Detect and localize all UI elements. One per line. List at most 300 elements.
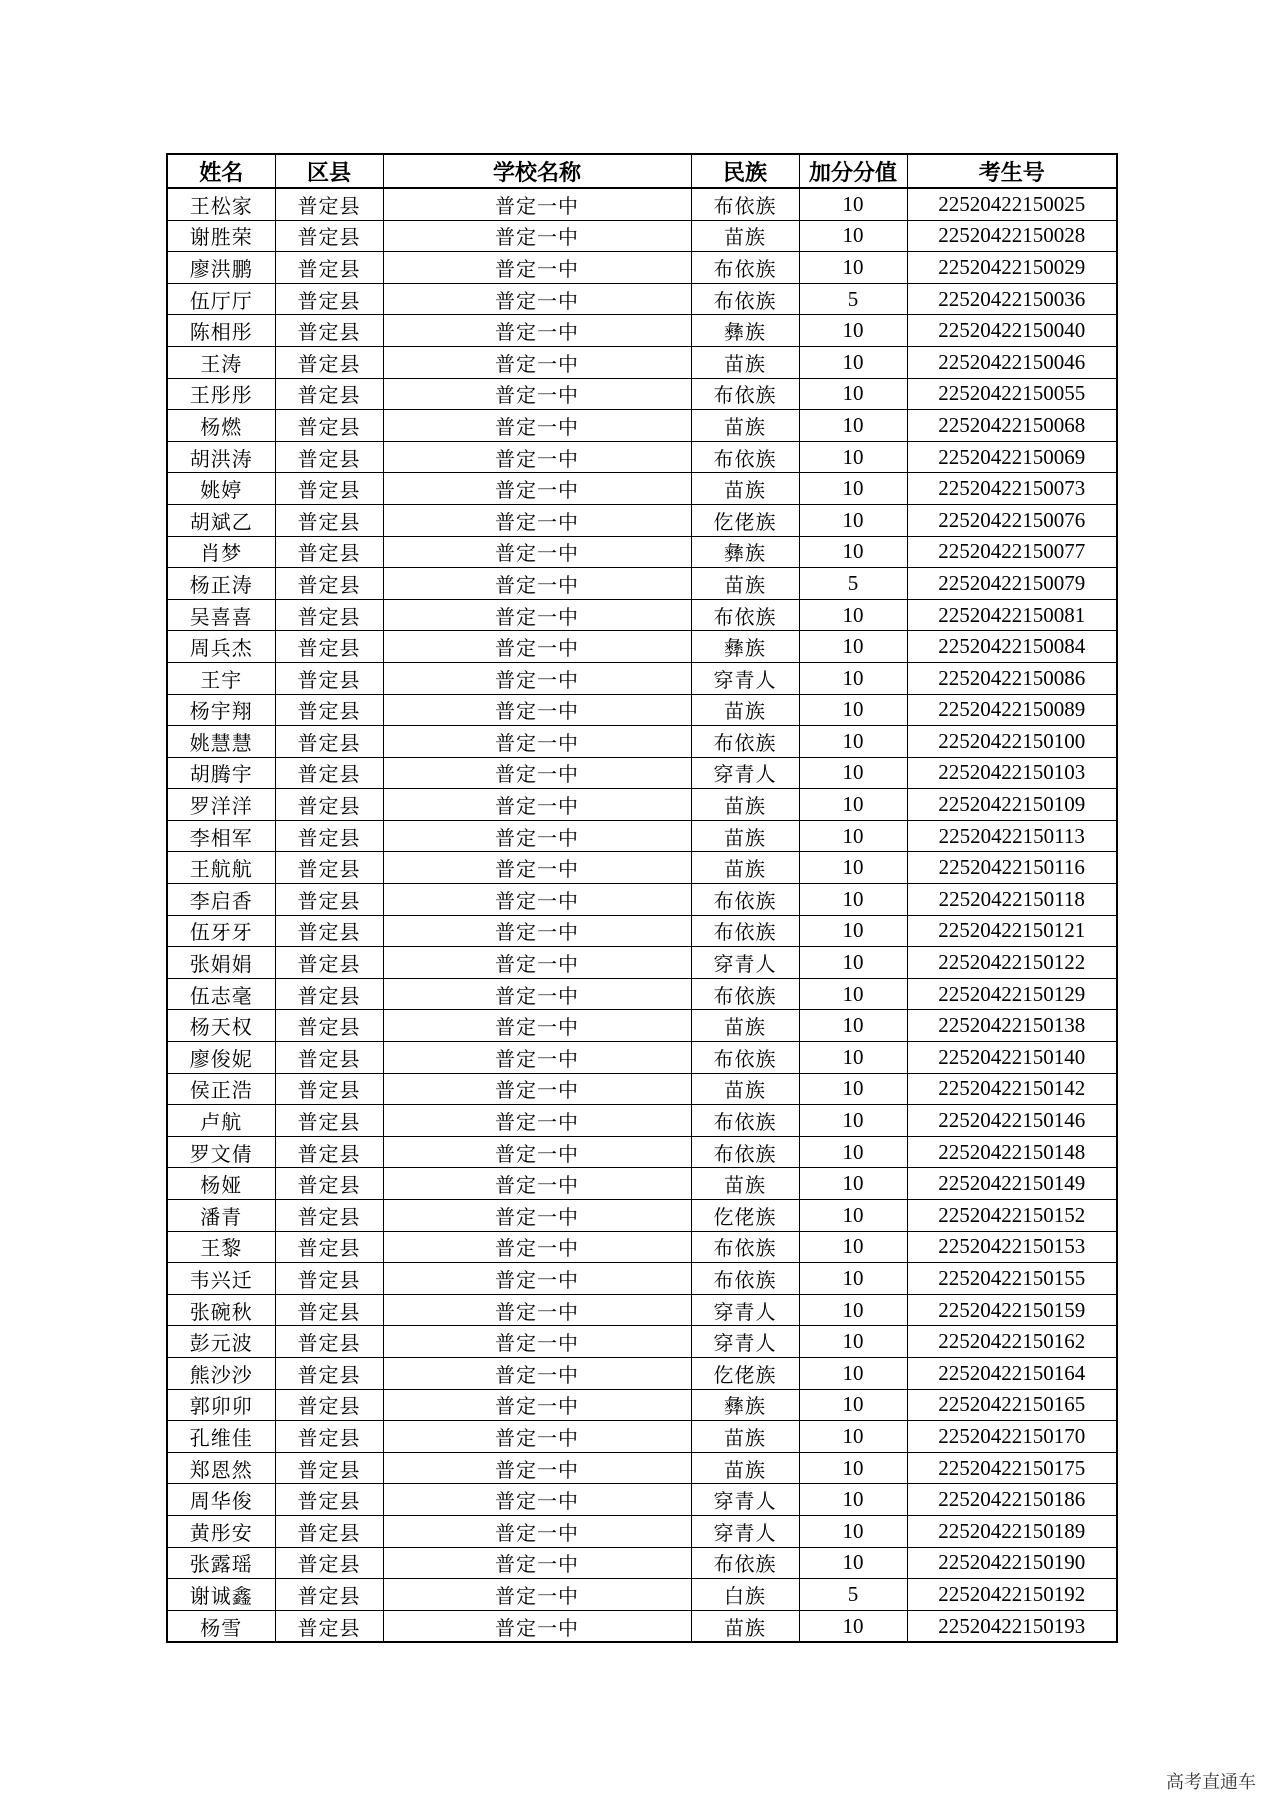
cell-county: 普定县 [275, 662, 383, 694]
table-row [167, 1168, 1117, 1200]
cell-county: 普定县 [275, 1042, 383, 1074]
cell-county: 普定县 [275, 852, 383, 884]
cell-bonus-points: 10 [799, 504, 907, 536]
cell-county: 普定县 [275, 757, 383, 789]
cell-exam-number: 22520422150081 [907, 599, 1117, 631]
cell-name: 杨娅 [167, 1168, 275, 1200]
cell-name: 黄彤安 [167, 1515, 275, 1547]
cell-ethnicity: 彝族 [691, 315, 799, 347]
cell-name: 王彤彤 [167, 378, 275, 410]
cell-county: 普定县 [275, 1547, 383, 1579]
cell-county: 普定县 [275, 1105, 383, 1137]
cell-exam-number: 22520422150069 [907, 441, 1117, 473]
cell-county: 普定县 [275, 884, 383, 916]
cell-exam-number: 22520422150079 [907, 568, 1117, 600]
cell-bonus-points: 10 [799, 1421, 907, 1453]
cell-county: 普定县 [275, 315, 383, 347]
cell-school: 普定一中 [383, 473, 691, 505]
table-row [167, 757, 1117, 789]
cell-exam-number: 22520422150165 [907, 1389, 1117, 1421]
cell-county: 普定县 [275, 1484, 383, 1516]
cell-name: 姚慧慧 [167, 726, 275, 758]
cell-school: 普定一中 [383, 188, 691, 220]
cell-ethnicity: 彝族 [691, 631, 799, 663]
cell-bonus-points: 10 [799, 884, 907, 916]
header-name: 姓名 [167, 154, 275, 188]
table-row [167, 789, 1117, 821]
cell-bonus-points: 10 [799, 378, 907, 410]
cell-county: 普定县 [275, 220, 383, 252]
cell-bonus-points: 5 [799, 283, 907, 315]
cell-exam-number: 22520422150155 [907, 1263, 1117, 1295]
cell-exam-number: 22520422150138 [907, 1010, 1117, 1042]
cell-bonus-points: 10 [799, 662, 907, 694]
cell-bonus-points: 10 [799, 726, 907, 758]
cell-bonus-points: 10 [799, 789, 907, 821]
table-row [167, 1579, 1117, 1611]
cell-name: 姚婷 [167, 473, 275, 505]
cell-ethnicity: 穿青人 [691, 662, 799, 694]
cell-exam-number: 22520422150159 [907, 1294, 1117, 1326]
cell-exam-number: 22520422150113 [907, 820, 1117, 852]
cell-ethnicity: 仡佬族 [691, 1200, 799, 1232]
cell-bonus-points: 10 [799, 220, 907, 252]
cell-exam-number: 22520422150152 [907, 1200, 1117, 1232]
cell-name: 罗洋洋 [167, 789, 275, 821]
cell-school: 普定一中 [383, 915, 691, 947]
cell-bonus-points: 5 [799, 568, 907, 600]
cell-ethnicity: 布依族 [691, 252, 799, 284]
cell-exam-number: 22520422150084 [907, 631, 1117, 663]
cell-name: 侯正浩 [167, 1073, 275, 1105]
table-row [167, 441, 1117, 473]
cell-ethnicity: 苗族 [691, 1073, 799, 1105]
cell-name: 廖洪鹏 [167, 252, 275, 284]
cell-bonus-points: 10 [799, 1515, 907, 1547]
cell-name: 王航航 [167, 852, 275, 884]
table-row [167, 536, 1117, 568]
table-row [167, 410, 1117, 442]
cell-school: 普定一中 [383, 599, 691, 631]
cell-name: 王涛 [167, 346, 275, 378]
header-ethnicity: 民族 [691, 154, 799, 188]
cell-county: 普定县 [275, 789, 383, 821]
cell-school: 普定一中 [383, 1357, 691, 1389]
cell-name: 肖梦 [167, 536, 275, 568]
cell-ethnicity: 苗族 [691, 410, 799, 442]
table-body [167, 188, 1117, 1642]
cell-ethnicity: 布依族 [691, 726, 799, 758]
cell-bonus-points: 10 [799, 978, 907, 1010]
cell-exam-number: 22520422150103 [907, 757, 1117, 789]
cell-exam-number: 22520422150129 [907, 978, 1117, 1010]
table-row [167, 568, 1117, 600]
cell-bonus-points: 10 [799, 1010, 907, 1042]
cell-school: 普定一中 [383, 947, 691, 979]
table-row [167, 884, 1117, 916]
cell-ethnicity: 布依族 [691, 1231, 799, 1263]
cell-ethnicity: 苗族 [691, 1010, 799, 1042]
cell-school: 普定一中 [383, 1389, 691, 1421]
cell-exam-number: 22520422150193 [907, 1610, 1117, 1642]
cell-name: 孔维佳 [167, 1421, 275, 1453]
cell-school: 普定一中 [383, 315, 691, 347]
cell-school: 普定一中 [383, 1042, 691, 1074]
cell-bonus-points: 10 [799, 757, 907, 789]
cell-county: 普定县 [275, 441, 383, 473]
cell-ethnicity: 布依族 [691, 884, 799, 916]
cell-county: 普定县 [275, 947, 383, 979]
cell-name: 杨雪 [167, 1610, 275, 1642]
cell-school: 普定一中 [383, 820, 691, 852]
cell-school: 普定一中 [383, 789, 691, 821]
cell-exam-number: 22520422150118 [907, 884, 1117, 916]
cell-name: 吴喜喜 [167, 599, 275, 631]
cell-exam-number: 22520422150149 [907, 1168, 1117, 1200]
table-row [167, 599, 1117, 631]
cell-exam-number: 22520422150146 [907, 1105, 1117, 1137]
cell-school: 普定一中 [383, 1136, 691, 1168]
cell-bonus-points: 10 [799, 1484, 907, 1516]
cell-county: 普定县 [275, 599, 383, 631]
table-row [167, 1515, 1117, 1547]
cell-exam-number: 22520422150068 [907, 410, 1117, 442]
cell-name: 韦兴迁 [167, 1263, 275, 1295]
cell-exam-number: 22520422150077 [907, 536, 1117, 568]
cell-county: 普定县 [275, 536, 383, 568]
cell-bonus-points: 10 [799, 631, 907, 663]
cell-school: 普定一中 [383, 536, 691, 568]
cell-exam-number: 22520422150189 [907, 1515, 1117, 1547]
cell-bonus-points: 10 [799, 1357, 907, 1389]
cell-name: 张娟娟 [167, 947, 275, 979]
table-row [167, 1357, 1117, 1389]
cell-bonus-points: 10 [799, 473, 907, 505]
cell-ethnicity: 苗族 [691, 1610, 799, 1642]
cell-school: 普定一中 [383, 1294, 691, 1326]
cell-ethnicity: 白族 [691, 1579, 799, 1611]
cell-exam-number: 22520422150148 [907, 1136, 1117, 1168]
cell-name: 廖俊妮 [167, 1042, 275, 1074]
cell-bonus-points: 10 [799, 441, 907, 473]
table-row [167, 1263, 1117, 1295]
cell-bonus-points: 10 [799, 252, 907, 284]
cell-name: 胡洪涛 [167, 441, 275, 473]
cell-county: 普定县 [275, 252, 383, 284]
cell-county: 普定县 [275, 188, 383, 220]
cell-bonus-points: 10 [799, 1263, 907, 1295]
cell-ethnicity: 仡佬族 [691, 504, 799, 536]
table-row [167, 1452, 1117, 1484]
cell-ethnicity: 彝族 [691, 536, 799, 568]
cell-bonus-points: 10 [799, 1610, 907, 1642]
cell-exam-number: 22520422150121 [907, 915, 1117, 947]
cell-name: 伍牙牙 [167, 915, 275, 947]
header-exam-number: 考生号 [907, 154, 1117, 188]
cell-school: 普定一中 [383, 1579, 691, 1611]
cell-county: 普定县 [275, 1326, 383, 1358]
cell-county: 普定县 [275, 915, 383, 947]
cell-ethnicity: 苗族 [691, 473, 799, 505]
table-row [167, 852, 1117, 884]
cell-bonus-points: 10 [799, 1168, 907, 1200]
cell-school: 普定一中 [383, 1168, 691, 1200]
cell-county: 普定县 [275, 1073, 383, 1105]
cell-exam-number: 22520422150089 [907, 694, 1117, 726]
cell-county: 普定县 [275, 378, 383, 410]
cell-school: 普定一中 [383, 568, 691, 600]
cell-bonus-points: 10 [799, 1042, 907, 1074]
cell-ethnicity: 布依族 [691, 1042, 799, 1074]
cell-school: 普定一中 [383, 1263, 691, 1295]
cell-exam-number: 22520422150046 [907, 346, 1117, 378]
cell-name: 杨燃 [167, 410, 275, 442]
cell-name: 王松家 [167, 188, 275, 220]
cell-school: 普定一中 [383, 757, 691, 789]
cell-school: 普定一中 [383, 1200, 691, 1232]
table-row [167, 1136, 1117, 1168]
cell-name: 熊沙沙 [167, 1357, 275, 1389]
table-row [167, 1231, 1117, 1263]
cell-exam-number: 22520422150140 [907, 1042, 1117, 1074]
cell-bonus-points: 10 [799, 1200, 907, 1232]
cell-bonus-points: 10 [799, 947, 907, 979]
cell-ethnicity: 穿青人 [691, 1294, 799, 1326]
cell-county: 普定县 [275, 1010, 383, 1042]
cell-exam-number: 22520422150175 [907, 1452, 1117, 1484]
cell-bonus-points: 10 [799, 1231, 907, 1263]
cell-ethnicity: 苗族 [691, 694, 799, 726]
cell-county: 普定县 [275, 1452, 383, 1484]
cell-school: 普定一中 [383, 884, 691, 916]
cell-exam-number: 22520422150192 [907, 1579, 1117, 1611]
cell-ethnicity: 布依族 [691, 283, 799, 315]
cell-exam-number: 22520422150036 [907, 283, 1117, 315]
table-row [167, 1105, 1117, 1137]
cell-school: 普定一中 [383, 1421, 691, 1453]
cell-school: 普定一中 [383, 346, 691, 378]
cell-exam-number: 22520422150028 [907, 220, 1117, 252]
cell-ethnicity: 苗族 [691, 1168, 799, 1200]
cell-county: 普定县 [275, 1357, 383, 1389]
cell-ethnicity: 布依族 [691, 1136, 799, 1168]
cell-name: 胡腾宇 [167, 757, 275, 789]
cell-name: 杨天权 [167, 1010, 275, 1042]
cell-bonus-points: 10 [799, 410, 907, 442]
cell-ethnicity: 布依族 [691, 188, 799, 220]
cell-bonus-points: 10 [799, 852, 907, 884]
table-row [167, 504, 1117, 536]
watermark-text: 高考直通车 [1166, 1772, 1256, 1793]
cell-county: 普定县 [275, 283, 383, 315]
cell-ethnicity: 仡佬族 [691, 1357, 799, 1389]
cell-bonus-points: 10 [799, 820, 907, 852]
cell-county: 普定县 [275, 726, 383, 758]
cell-ethnicity: 苗族 [691, 852, 799, 884]
cell-county: 普定县 [275, 1579, 383, 1611]
cell-name: 谢诚鑫 [167, 1579, 275, 1611]
cell-county: 普定县 [275, 1294, 383, 1326]
cell-name: 伍志毫 [167, 978, 275, 1010]
cell-ethnicity: 穿青人 [691, 1326, 799, 1358]
cell-bonus-points: 10 [799, 1294, 907, 1326]
cell-name: 周华俊 [167, 1484, 275, 1516]
cell-county: 普定县 [275, 1515, 383, 1547]
cell-county: 普定县 [275, 410, 383, 442]
header-school: 学校名称 [383, 154, 691, 188]
cell-bonus-points: 10 [799, 1389, 907, 1421]
table-row [167, 694, 1117, 726]
table-row [167, 915, 1117, 947]
cell-exam-number: 22520422150025 [907, 188, 1117, 220]
cell-name: 伍厅厅 [167, 283, 275, 315]
cell-bonus-points: 10 [799, 188, 907, 220]
cell-exam-number: 22520422150186 [907, 1484, 1117, 1516]
cell-school: 普定一中 [383, 1610, 691, 1642]
cell-exam-number: 22520422150100 [907, 726, 1117, 758]
cell-name: 彭元波 [167, 1326, 275, 1358]
cell-bonus-points: 10 [799, 536, 907, 568]
cell-ethnicity: 穿青人 [691, 947, 799, 979]
cell-exam-number: 22520422150162 [907, 1326, 1117, 1358]
cell-school: 普定一中 [383, 1326, 691, 1358]
cell-exam-number: 22520422150029 [907, 252, 1117, 284]
cell-exam-number: 22520422150055 [907, 378, 1117, 410]
cell-county: 普定县 [275, 346, 383, 378]
cell-county: 普定县 [275, 568, 383, 600]
cell-bonus-points: 10 [799, 694, 907, 726]
table-row [167, 1547, 1117, 1579]
cell-bonus-points: 10 [799, 1073, 907, 1105]
cell-exam-number: 22520422150073 [907, 473, 1117, 505]
cell-bonus-points: 10 [799, 346, 907, 378]
cell-ethnicity: 苗族 [691, 346, 799, 378]
table-row [167, 252, 1117, 284]
cell-county: 普定县 [275, 978, 383, 1010]
cell-ethnicity: 苗族 [691, 820, 799, 852]
cell-name: 李相军 [167, 820, 275, 852]
cell-name: 郭卯卯 [167, 1389, 275, 1421]
table-row [167, 1042, 1117, 1074]
cell-name: 周兵杰 [167, 631, 275, 663]
table-row [167, 662, 1117, 694]
cell-name: 王黎 [167, 1231, 275, 1263]
table-row [167, 1421, 1117, 1453]
cell-exam-number: 22520422150142 [907, 1073, 1117, 1105]
cell-school: 普定一中 [383, 504, 691, 536]
cell-ethnicity: 布依族 [691, 915, 799, 947]
table-row [167, 978, 1117, 1010]
cell-county: 普定县 [275, 1610, 383, 1642]
cell-ethnicity: 穿青人 [691, 757, 799, 789]
cell-ethnicity: 苗族 [691, 568, 799, 600]
cell-exam-number: 22520422150164 [907, 1357, 1117, 1389]
header-county: 区县 [275, 154, 383, 188]
table-header [167, 154, 1117, 188]
cell-school: 普定一中 [383, 441, 691, 473]
cell-exam-number: 22520422150086 [907, 662, 1117, 694]
cell-school: 普定一中 [383, 410, 691, 442]
cell-name: 杨正涛 [167, 568, 275, 600]
cell-county: 普定县 [275, 694, 383, 726]
table-row [167, 1294, 1117, 1326]
cell-county: 普定县 [275, 1168, 383, 1200]
cell-bonus-points: 10 [799, 915, 907, 947]
cell-school: 普定一中 [383, 978, 691, 1010]
cell-ethnicity: 彝族 [691, 1389, 799, 1421]
cell-school: 普定一中 [383, 662, 691, 694]
cell-exam-number: 22520422150076 [907, 504, 1117, 536]
cell-ethnicity: 布依族 [691, 978, 799, 1010]
cell-bonus-points: 10 [799, 1136, 907, 1168]
cell-ethnicity: 布依族 [691, 1263, 799, 1295]
table-row [167, 820, 1117, 852]
cell-school: 普定一中 [383, 252, 691, 284]
cell-school: 普定一中 [383, 852, 691, 884]
cell-bonus-points: 10 [799, 1105, 907, 1137]
cell-name: 王宇 [167, 662, 275, 694]
cell-school: 普定一中 [383, 378, 691, 410]
cell-bonus-points: 10 [799, 315, 907, 347]
table-row [167, 346, 1117, 378]
cell-county: 普定县 [275, 473, 383, 505]
cell-name: 谢胜荣 [167, 220, 275, 252]
table-row [167, 1484, 1117, 1516]
cell-ethnicity: 布依族 [691, 1105, 799, 1137]
cell-school: 普定一中 [383, 1231, 691, 1263]
cell-county: 普定县 [275, 1231, 383, 1263]
cell-name: 杨宇翔 [167, 694, 275, 726]
cell-name: 李启香 [167, 884, 275, 916]
cell-name: 陈相彤 [167, 315, 275, 347]
cell-exam-number: 22520422150170 [907, 1421, 1117, 1453]
cell-school: 普定一中 [383, 694, 691, 726]
cell-bonus-points: 10 [799, 1547, 907, 1579]
cell-ethnicity: 布依族 [691, 441, 799, 473]
cell-exam-number: 22520422150040 [907, 315, 1117, 347]
cell-exam-number: 22520422150116 [907, 852, 1117, 884]
table-row [167, 188, 1117, 220]
cell-school: 普定一中 [383, 1547, 691, 1579]
table-row [167, 315, 1117, 347]
cell-exam-number: 22520422150153 [907, 1231, 1117, 1263]
cell-name: 胡斌乙 [167, 504, 275, 536]
cell-school: 普定一中 [383, 283, 691, 315]
table-row [167, 1200, 1117, 1232]
cell-ethnicity: 布依族 [691, 599, 799, 631]
cell-name: 潘青 [167, 1200, 275, 1232]
cell-bonus-points: 10 [799, 1326, 907, 1358]
table-row [167, 947, 1117, 979]
cell-county: 普定县 [275, 1421, 383, 1453]
cell-bonus-points: 10 [799, 599, 907, 631]
cell-bonus-points: 10 [799, 1452, 907, 1484]
cell-county: 普定县 [275, 504, 383, 536]
bonus-points-table [166, 153, 1118, 1643]
table-row [167, 1073, 1117, 1105]
cell-school: 普定一中 [383, 631, 691, 663]
table-row [167, 378, 1117, 410]
cell-bonus-points: 5 [799, 1579, 907, 1611]
table-row [167, 1326, 1117, 1358]
cell-county: 普定县 [275, 820, 383, 852]
cell-name: 张碗秋 [167, 1294, 275, 1326]
table-row [167, 1010, 1117, 1042]
cell-ethnicity: 穿青人 [691, 1484, 799, 1516]
table-row [167, 1610, 1117, 1642]
cell-exam-number: 22520422150109 [907, 789, 1117, 821]
cell-county: 普定县 [275, 1263, 383, 1295]
